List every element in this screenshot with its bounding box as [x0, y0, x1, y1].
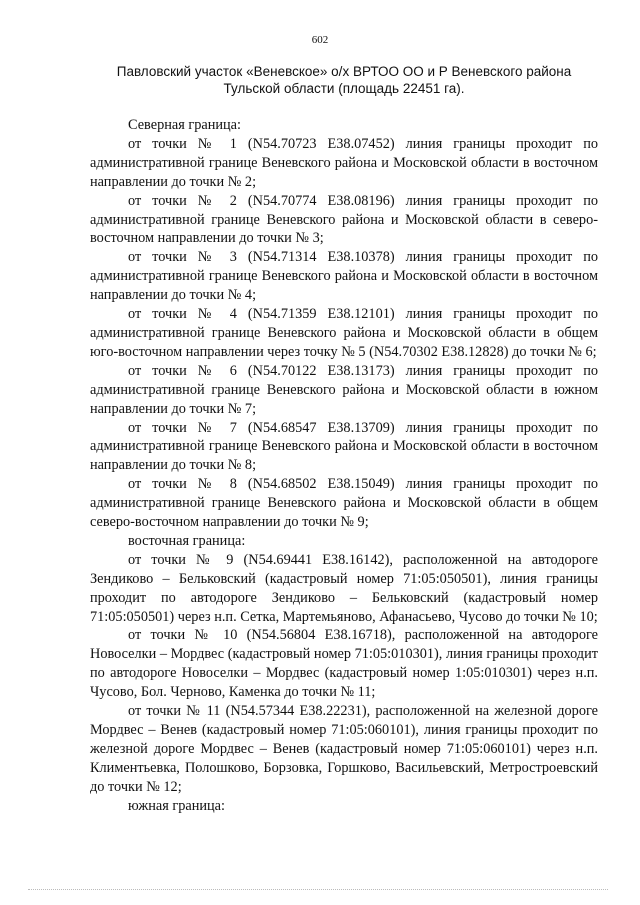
south-border-heading: южная граница:	[128, 797, 225, 814]
document-title	[90, 63, 598, 97]
paragraph-point-1: от точки № 1 (N54.70723 E38.07452) линия границы проходит по административной границе Веневского района и Московской области в восточном направлении до точки № 2;	[90, 135, 598, 190]
paragraph-point-4: от точки № 4 (N54.71359 E38.12101) линия границы проходит по административной границе Веневского района и Московской области в общем юго-восточном направлении через точку № 5 (N54.70302 E38.12828) до точки № 6;	[90, 306, 598, 360]
title-line-2: Тульской области (площадь 22451 га).	[223, 81, 465, 96]
paragraph-point-8: от точки № 8 (N54.68502 E38.15049) линия границы проходит по административной границе Веневского района и Московской области в общем северо-восточном направлении до точки № 9;	[90, 476, 598, 531]
scan-footer-artifact	[28, 889, 608, 891]
paragraph-point-2: от точки № 2 (N54.70774 E38.08196) линия границы проходит по административной границе Веневского района и Московской области в северо-восточном направлении до точки № 3;	[90, 192, 598, 247]
paragraph-point-9: от точки № 9 (N54.69441 E38.16142), расположенной на автодороге Зендиково – Бельковский (кадастровый номер 71:05:050501), линия границы проходит по автодороге Зендиково – Бельковский (кадастровый номер 71:05:050501) через н.п. Сетка, Мартемьяново, Афанасьево, Чусово до точки № 10;	[90, 551, 598, 625]
paragraph-point-6: от точки № 6 (N54.70122 E38.13173) линия границы проходит по административной границе Веневского района и Московской области в южном направлении до точки № 7;	[90, 362, 598, 417]
paragraph-point-11: от точки № 11 (N54.57344 E38.22231), расположенной на железной дороге Мордвес – Венев (кадастровый номер 71:05:060101), линия границы проходит по железной дороге Мордвес – Венев (кадастровый номер 71:05:060101) через н.п. Климентьевка, Полошково, Борзовка, Горшково, Васильевский, Метростроевский до точки № 12;	[90, 703, 598, 795]
north-border-heading: Северная граница:	[128, 117, 241, 133]
page-number: 602	[311, 34, 329, 46]
document-body	[90, 116, 598, 816]
paragraph-point-3: от точки № 3 (N54.71314 E38.10378) линия границы проходит по административной границе Веневского района и Московской области в восточном направлении до точки № 4;	[90, 249, 598, 304]
paragraph-point-10: от точки № 10 (N54.56804 E38.16718), расположенной на автодороге Новоселки – Мордвес (кадастровый номер 71:05:010301), линия границы проходит по автодороге Новоселки – Мордвес (кадастровый номер 1:05:010301) через н.п. Чусово, Бол. Черново, Каменка до точки № 11;	[90, 627, 598, 701]
paragraph-point-7: от точки № 7 (N54.68547 E38.13709) линия границы проходит по административной границе Веневского района и Московской области в восточном направлении до точки № 8;	[90, 419, 598, 474]
title-line-1: Павловский участок «Веневское» о/х ВРТОО ОО и Р Веневского района	[116, 64, 572, 79]
east-border-heading: восточная граница:	[128, 532, 246, 549]
